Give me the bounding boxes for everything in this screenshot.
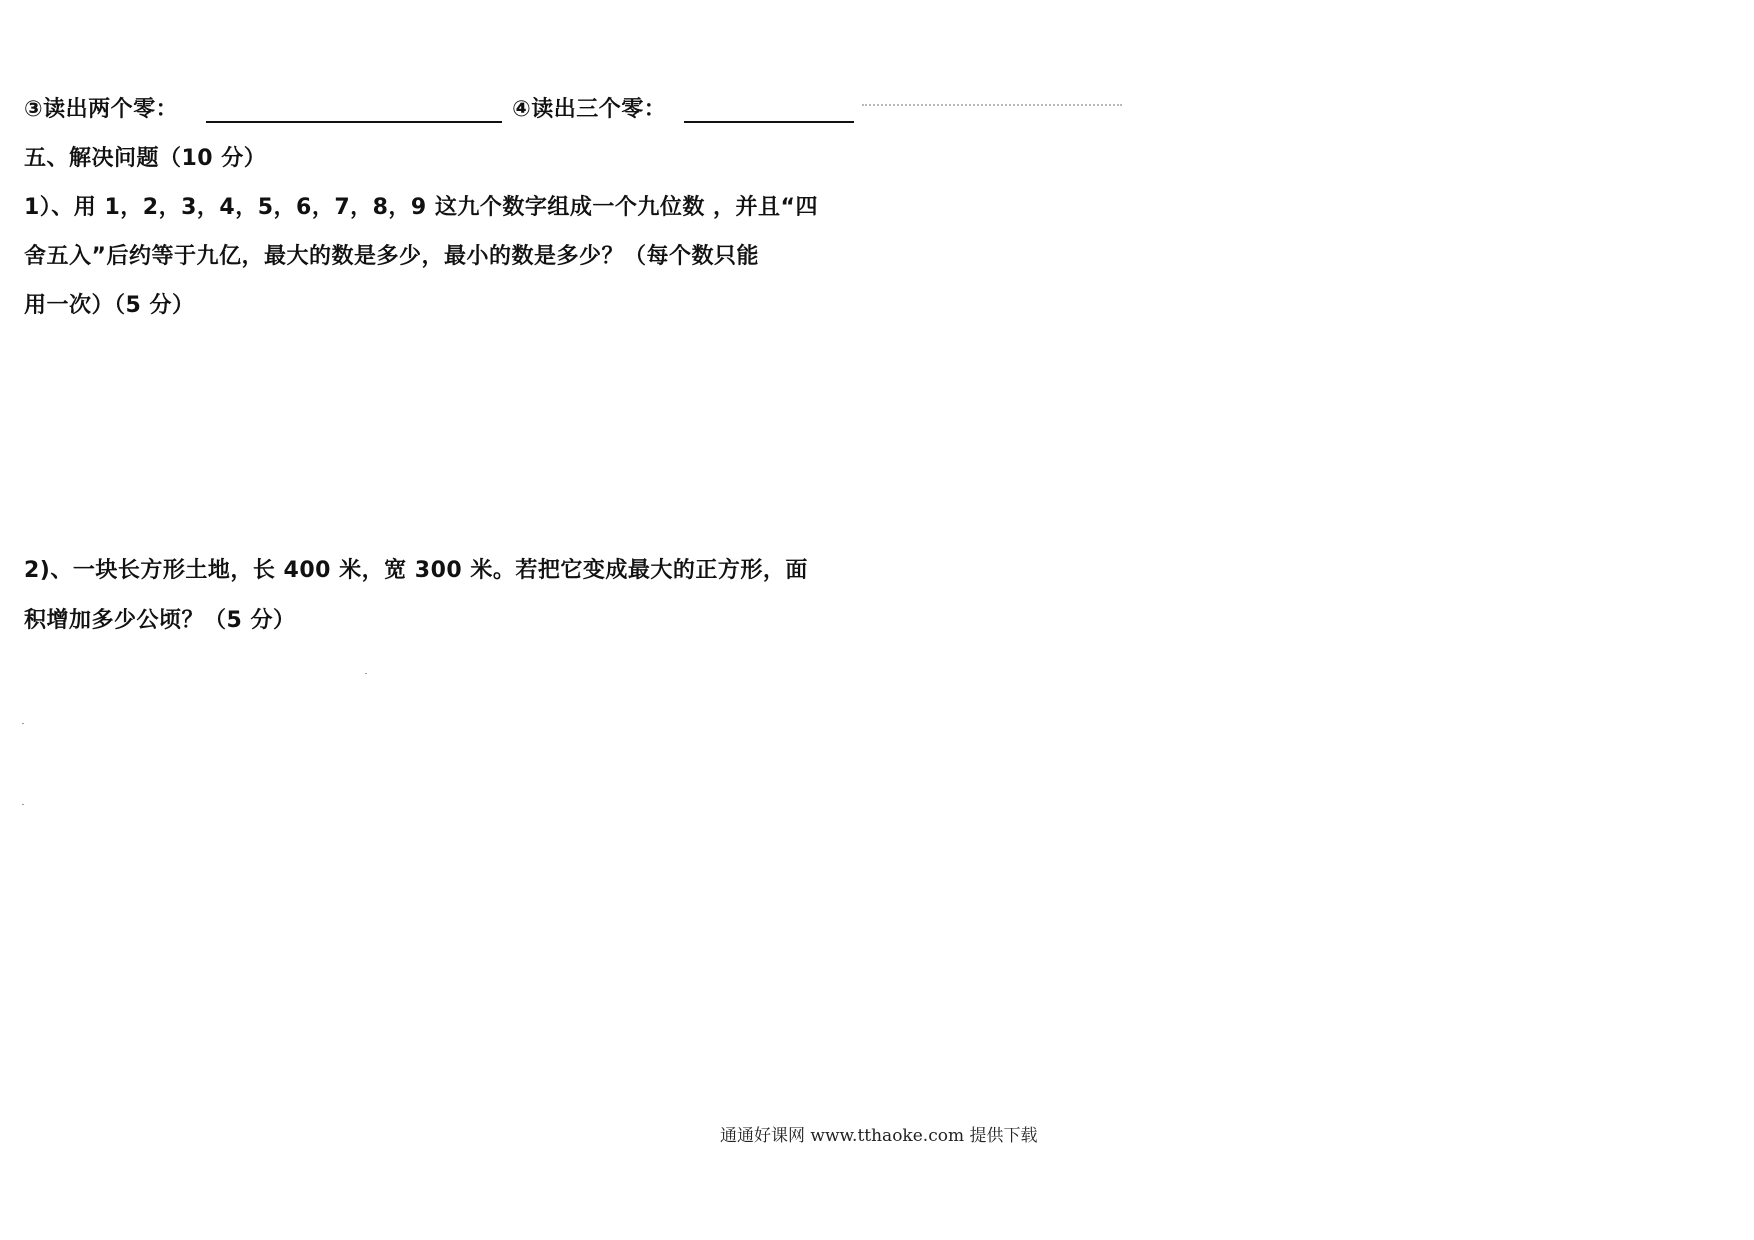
read-zeros-row	[24, 92, 864, 123]
footer-credit: 通通好课网 www.tthaoke.com 提供下载	[720, 1126, 1038, 1146]
problem1-line2: 舍五入”后约等于九亿，最大的数是多少，最小的数是多少？（每个数只能	[24, 244, 759, 269]
problem2-line2: 积增加多少公顷？（5 分）	[24, 608, 296, 633]
problem2-line1: 2)、一块长方形土地，长 400 米，宽 300 米。若把它变成最大的正方形，面	[24, 558, 808, 583]
item4-answer-blank[interactable]	[684, 99, 854, 123]
scan-speck	[22, 804, 24, 805]
problem1-line3: 用一次）（5 分）	[24, 293, 195, 318]
item4-label: ④读出三个零：	[512, 97, 667, 122]
problem1-line1: 1）、用 1，2，3，4，5，6，7，8，9 这九个数字组成一个九位数 ，并且“四	[24, 195, 819, 220]
scan-speck	[22, 723, 24, 724]
dotted-line-decoration	[862, 104, 1122, 106]
item3-label: ③读出两个零：	[24, 97, 179, 122]
item3-answer-blank[interactable]	[206, 99, 502, 123]
section5-heading: 五、解决问题（10 分）	[24, 146, 267, 171]
scan-speck	[365, 673, 367, 674]
